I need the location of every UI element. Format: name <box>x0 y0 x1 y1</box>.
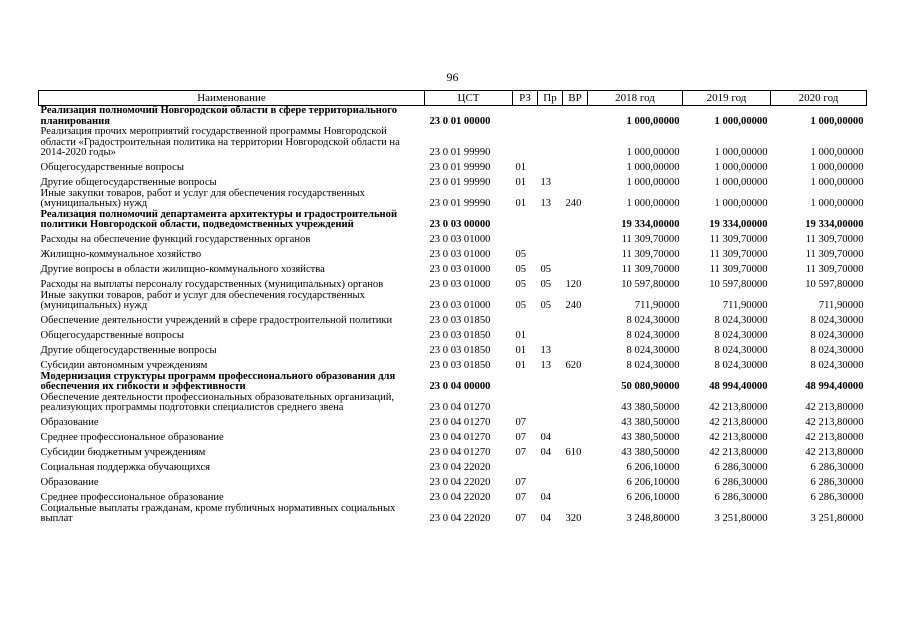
page-number: 96 <box>446 70 459 84</box>
row-amount-2019: 6 286,30000 <box>714 462 768 473</box>
row-name: Иные закупки товаров, работ и услуг для обеспечения государственных (муниципальных) нужд <box>40 289 365 311</box>
header-rz: РЗ <box>513 91 538 106</box>
row-pr: 13 <box>540 177 552 188</box>
row-amount-2020: 19 334,00000 <box>805 219 864 230</box>
row-amount-2020: 1 000,00000 <box>810 115 864 127</box>
row-pr <box>538 459 563 474</box>
row-amount-2018: 711,90000 <box>634 300 680 311</box>
table-header-row <box>39 91 867 106</box>
row-amount-2020: 42 213,80000 <box>805 432 864 443</box>
row-pr: 05 <box>540 279 552 290</box>
row-amount-2019: 10 597,80000 <box>709 279 768 290</box>
row-amount-2020: 42 213,80000 <box>805 402 864 413</box>
row-cst: 23 0 04 01270 <box>429 402 491 413</box>
row-rz: 07 <box>515 432 527 443</box>
row-rz: 07 <box>515 417 527 428</box>
row-vr <box>563 174 588 189</box>
row-amount-2019: 1 000,00000 <box>714 147 768 158</box>
row-rz: 05 <box>515 264 527 275</box>
row-amount-2019: 42 213,80000 <box>709 417 768 428</box>
row-amount-2019: 8 024,30000 <box>714 315 768 326</box>
row-pr: 13 <box>540 198 552 209</box>
table-row <box>39 474 867 489</box>
row-amount-2020: 8 024,30000 <box>810 360 864 371</box>
row-cst: 23 0 01 99990 <box>429 198 491 209</box>
table-row <box>39 444 867 459</box>
row-vr <box>563 393 588 414</box>
table-row <box>39 174 867 189</box>
header-vr: ВР <box>563 91 588 106</box>
row-name: Социальная поддержка обучающихся <box>40 462 211 473</box>
table-row <box>39 393 867 414</box>
table-row <box>39 429 867 444</box>
row-cst: 23 0 03 01850 <box>429 345 491 356</box>
row-amount-2019: 11 309,70000 <box>709 249 768 260</box>
table-row <box>39 504 867 525</box>
row-amount-2019: 1 000,00000 <box>714 177 768 188</box>
row-name: Другие вопросы в области жилищно-коммунального хозяйства <box>40 264 325 275</box>
row-cst: 23 0 03 00000 <box>429 219 491 230</box>
row-pr <box>538 246 563 261</box>
table-row <box>39 276 867 291</box>
row-name: Обеспечение деятельности профессиональных образовательных организаций, реализующих программы подготовки специалистов среднего звена <box>40 391 395 413</box>
table-row <box>39 372 867 393</box>
row-amount-2019: 48 994,40000 <box>709 381 768 392</box>
row-name: Среднее профессиональное образование <box>40 432 224 443</box>
row-name: Реализация полномочий Новгородской области в сфере территориального планирования <box>40 105 398 127</box>
row-cst: 23 0 03 01000 <box>429 264 491 275</box>
row-rz <box>513 393 538 414</box>
row-rz: 05 <box>515 279 527 290</box>
row-vr: 120 <box>565 279 582 290</box>
row-name: Жилищно-коммунальное хозяйство <box>40 249 202 260</box>
row-amount-2020: 8 024,30000 <box>810 315 864 326</box>
row-vr <box>563 342 588 357</box>
row-amount-2018: 11 309,70000 <box>621 264 680 275</box>
row-amount-2020: 6 286,30000 <box>810 462 864 473</box>
row-cst: 23 0 01 99990 <box>429 177 491 188</box>
row-amount-2020: 1 000,00000 <box>810 147 864 158</box>
row-cst: 23 0 03 01850 <box>429 330 491 341</box>
row-cst: 23 0 03 01850 <box>429 360 491 371</box>
row-rz: 01 <box>515 162 527 173</box>
row-amount-2019: 11 309,70000 <box>709 264 768 275</box>
row-amount-2018: 43 380,50000 <box>621 432 680 443</box>
row-amount-2019: 8 024,30000 <box>714 330 768 341</box>
table-row <box>39 327 867 342</box>
table-row <box>39 231 867 246</box>
row-amount-2018: 3 248,80000 <box>626 513 680 524</box>
row-amount-2019: 6 286,30000 <box>714 492 768 503</box>
row-amount-2019: 19 334,00000 <box>709 219 768 230</box>
row-amount-2020: 42 213,80000 <box>805 447 864 458</box>
row-rz: 05 <box>515 300 527 311</box>
row-rz: 07 <box>515 477 527 488</box>
row-vr: 240 <box>565 300 582 311</box>
row-name: Общегосударственные вопросы <box>40 162 184 173</box>
row-amount-2020: 8 024,30000 <box>810 345 864 356</box>
row-pr: 04 <box>540 513 552 524</box>
row-cst: 23 0 04 22020 <box>429 513 491 524</box>
row-vr <box>563 210 588 231</box>
row-cst: 23 0 04 22020 <box>429 462 491 473</box>
header-2018: 2018 год <box>588 91 683 106</box>
row-cst: 23 0 04 22020 <box>429 492 491 503</box>
row-cst: 23 0 04 22020 <box>429 477 491 488</box>
row-amount-2020: 6 286,30000 <box>810 477 864 488</box>
row-amount-2020: 11 309,70000 <box>805 234 864 245</box>
header-name: Наименование <box>39 91 425 106</box>
row-cst: 23 0 03 01000 <box>429 234 491 245</box>
row-amount-2020: 1 000,00000 <box>810 198 864 209</box>
row-name: Общегосударственные вопросы <box>40 330 184 341</box>
row-rz <box>513 106 538 128</box>
row-name: Субсидии бюджетным учреждениям <box>40 447 206 458</box>
table-row <box>39 342 867 357</box>
row-pr <box>538 312 563 327</box>
header-cst: ЦСТ <box>425 91 513 106</box>
row-pr: 05 <box>540 300 552 311</box>
row-rz <box>513 312 538 327</box>
row-amount-2019: 11 309,70000 <box>709 234 768 245</box>
table-row <box>39 210 867 231</box>
row-amount-2018: 6 206,10000 <box>626 477 680 488</box>
row-rz <box>513 372 538 393</box>
row-amount-2018: 1 000,00000 <box>626 177 680 188</box>
row-rz: 07 <box>515 492 527 503</box>
row-amount-2019: 711,90000 <box>722 300 768 311</box>
table-row <box>39 357 867 372</box>
table-row <box>39 189 867 210</box>
row-name: Социальные выплаты гражданам, кроме публичных нормативных социальных выплат <box>40 502 396 524</box>
row-name: Расходы на обеспечение функций государственных органов <box>40 234 311 245</box>
row-rz: 01 <box>515 198 527 209</box>
row-cst: 23 0 01 99990 <box>429 162 491 173</box>
row-amount-2018: 6 206,10000 <box>626 492 680 503</box>
row-vr <box>563 127 588 159</box>
row-rz <box>513 127 538 159</box>
row-pr: 04 <box>540 492 552 503</box>
row-cst: 23 0 04 01270 <box>429 432 491 443</box>
row-pr <box>538 127 563 159</box>
row-name: Модернизация структуры программ профессионального образования для обеспечения их гибкости и эффективности <box>40 370 396 392</box>
row-pr <box>538 231 563 246</box>
row-rz: 01 <box>515 345 527 356</box>
row-amount-2018: 1 000,00000 <box>626 147 680 158</box>
row-pr: 13 <box>540 345 552 356</box>
table-row <box>39 459 867 474</box>
table-row <box>39 106 867 128</box>
header-2020: 2020 год <box>771 91 867 106</box>
header-2019: 2019 год <box>683 91 771 106</box>
row-vr <box>563 261 588 276</box>
row-vr <box>563 489 588 504</box>
row-vr <box>563 474 588 489</box>
row-vr <box>563 312 588 327</box>
row-cst: 23 0 03 01850 <box>429 315 491 326</box>
row-amount-2018: 6 206,10000 <box>626 462 680 473</box>
row-vr <box>563 159 588 174</box>
row-pr <box>538 327 563 342</box>
table-row <box>39 246 867 261</box>
row-pr: 13 <box>540 360 552 371</box>
row-amount-2018: 1 000,00000 <box>626 162 680 173</box>
row-cst: 23 0 03 01000 <box>429 249 491 260</box>
row-pr <box>538 474 563 489</box>
row-vr <box>563 429 588 444</box>
row-name: Субсидии автономным учреждениям <box>40 360 208 371</box>
row-amount-2019: 42 213,80000 <box>709 447 768 458</box>
row-amount-2020: 8 024,30000 <box>810 330 864 341</box>
row-amount-2018: 43 380,50000 <box>621 417 680 428</box>
row-name: Обеспечение деятельности учреждений в сфере градостроительной политики <box>40 315 393 326</box>
row-amount-2019: 1 000,00000 <box>714 198 768 209</box>
row-vr <box>563 246 588 261</box>
row-amount-2018: 43 380,50000 <box>621 402 680 413</box>
row-rz <box>513 459 538 474</box>
row-amount-2018: 50 080,90000 <box>621 381 680 392</box>
row-rz: 07 <box>515 513 527 524</box>
row-amount-2018: 8 024,30000 <box>626 345 680 356</box>
row-cst: 23 0 03 01000 <box>429 300 491 311</box>
row-rz <box>513 210 538 231</box>
row-amount-2020: 42 213,80000 <box>805 417 864 428</box>
row-rz: 01 <box>515 330 527 341</box>
row-rz: 07 <box>515 447 527 458</box>
row-name: Реализация полномочий департамента архитектуры и градостроительной политики Новгородской области, подведомственных учреждений <box>40 208 398 230</box>
row-rz: 05 <box>515 249 527 260</box>
row-amount-2019: 6 286,30000 <box>714 477 768 488</box>
row-amount-2018: 8 024,30000 <box>626 330 680 341</box>
row-amount-2018: 11 309,70000 <box>621 249 680 260</box>
table-row <box>39 414 867 429</box>
table-row <box>39 261 867 276</box>
row-cst: 23 0 04 00000 <box>429 381 491 392</box>
row-amount-2020: 6 286,30000 <box>810 492 864 503</box>
row-cst: 23 0 01 00000 <box>429 115 491 127</box>
row-amount-2019: 8 024,30000 <box>714 360 768 371</box>
budget-table <box>38 90 867 525</box>
row-vr <box>563 414 588 429</box>
row-name: Образование <box>40 477 99 488</box>
row-amount-2020: 11 309,70000 <box>805 249 864 260</box>
row-rz: 01 <box>515 360 527 371</box>
row-amount-2019: 3 251,80000 <box>714 513 768 524</box>
row-cst: 23 0 04 01270 <box>429 447 491 458</box>
row-amount-2018: 19 334,00000 <box>621 219 680 230</box>
row-vr: 620 <box>565 360 582 371</box>
row-cst: 23 0 04 01270 <box>429 417 491 428</box>
row-pr <box>538 414 563 429</box>
row-vr <box>563 459 588 474</box>
row-amount-2019: 1 000,00000 <box>714 162 768 173</box>
row-amount-2020: 10 597,80000 <box>805 279 864 290</box>
row-vr: 320 <box>565 513 582 524</box>
row-rz <box>513 231 538 246</box>
row-name: Образование <box>40 417 99 428</box>
row-vr <box>563 106 588 128</box>
row-pr: 04 <box>540 447 552 458</box>
row-amount-2019: 42 213,80000 <box>709 402 768 413</box>
row-name: Другие общегосударственные вопросы <box>40 177 217 188</box>
header-pr: Пр <box>538 91 563 106</box>
row-amount-2018: 11 309,70000 <box>621 234 680 245</box>
table-row <box>39 489 867 504</box>
row-amount-2018: 10 597,80000 <box>621 279 680 290</box>
row-amount-2018: 8 024,30000 <box>626 315 680 326</box>
row-pr <box>538 106 563 128</box>
row-vr <box>563 372 588 393</box>
row-name: Иные закупки товаров, работ и услуг для обеспечения государственных (муниципальных) нужд <box>40 187 365 209</box>
row-amount-2018: 1 000,00000 <box>626 115 680 127</box>
row-amount-2019: 1 000,00000 <box>714 115 768 127</box>
row-cst: 23 0 01 99990 <box>429 147 491 158</box>
row-vr <box>563 327 588 342</box>
row-amount-2020: 48 994,40000 <box>805 381 864 392</box>
row-amount-2020: 3 251,80000 <box>810 513 864 524</box>
row-name: Среднее профессиональное образование <box>40 492 224 503</box>
row-pr: 05 <box>540 264 552 275</box>
row-amount-2020: 1 000,00000 <box>810 162 864 173</box>
row-amount-2020: 1 000,00000 <box>810 177 864 188</box>
table-row <box>39 159 867 174</box>
row-rz: 01 <box>515 177 527 188</box>
row-pr: 04 <box>540 432 552 443</box>
row-amount-2019: 42 213,80000 <box>709 432 768 443</box>
row-amount-2018: 8 024,30000 <box>626 360 680 371</box>
table-row <box>39 312 867 327</box>
table-row <box>39 291 867 312</box>
row-name: Другие общегосударственные вопросы <box>40 345 217 356</box>
row-vr: 610 <box>565 447 582 458</box>
row-amount-2019: 8 024,30000 <box>714 345 768 356</box>
row-cst: 23 0 03 01000 <box>429 279 491 290</box>
row-name: Расходы на выплаты персоналу государственных (муниципальных) органов <box>40 279 384 290</box>
table-row <box>39 127 867 159</box>
row-pr <box>538 159 563 174</box>
row-vr: 240 <box>565 198 582 209</box>
row-pr <box>538 393 563 414</box>
row-name: Реализация прочих мероприятий государственной программы Новгородской области «Градостроительная политика на территории Новгородской области на 2014-2020 годы» <box>40 126 400 158</box>
row-amount-2020: 711,90000 <box>818 300 864 311</box>
row-amount-2020: 11 309,70000 <box>805 264 864 275</box>
row-pr <box>538 372 563 393</box>
row-pr <box>538 210 563 231</box>
row-amount-2018: 1 000,00000 <box>626 198 680 209</box>
row-amount-2018: 43 380,50000 <box>621 447 680 458</box>
row-vr <box>563 231 588 246</box>
